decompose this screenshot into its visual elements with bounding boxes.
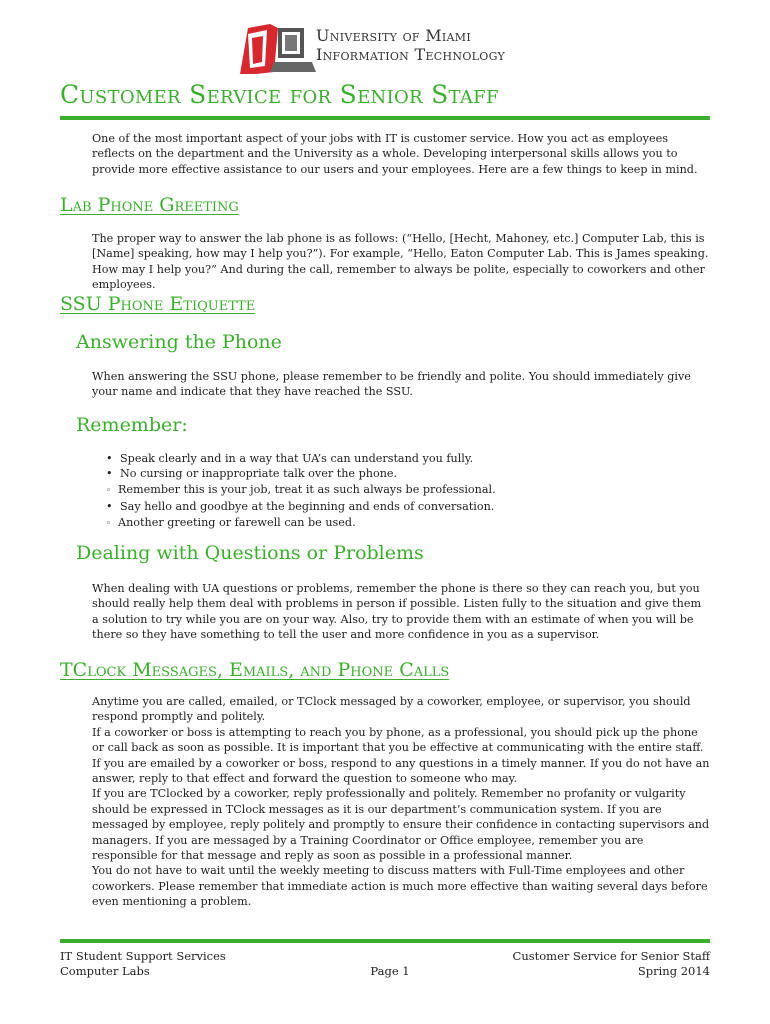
list-item: • No cursing or inappropriate talk over the phone. (106, 467, 398, 481)
answering-text: When answering the SSU phone, please remember to be friendly and polite. You should immediately give your name and indicate that they have reached the SSU. (92, 370, 691, 399)
intro-text: One of the most important aspect of your jobs with IT is customer service. How you act as employees reflects on the department and the University as a whole. Developing interpersonal skills allows you to provide more effective assistance to our users and your employees. Here are a few things to keep in mind. (92, 132, 698, 176)
questions-text: When dealing with UA questions or problems, remember the phone is there so they can reach you, but you should really help them deal with problems in person if possible. Listen fully to the situation and give them a solution to try while you are on your way. Also, try to provide them with an estimate of when you will be there so they have something to tell the user and more confidence in you as a supervisor. (92, 582, 702, 642)
tclock-p5: You do not have to wait until the weekly meeting to discuss matters with Full-Time employees and other coworkers. Please remember that immediate action is much more effective than waiting several days before even mentioning a problem. (92, 864, 708, 909)
tclock-p1: Anytime you are called, emailed, or TClock messaged by a coworker, employee, or supervisor, you should respond promptly and politely. (92, 695, 691, 724)
list-item: • Speak clearly and in a way that UA’s can understand you fully. (106, 452, 474, 465)
page-title: Customer Service for Senior Staff (60, 80, 499, 109)
lab-phone-text: The proper way to answer the lab phone is as follows: (“Hello, [Hecht, Mahoney, etc.] Computer Lab, this is [Name] speaking, how may I help you?”). For example, “Hello, Eaton Computer Lab. This is James speaking. How may I help you?” And during the call, remember to always be polite, especially to coworkers and other employees. (92, 232, 709, 292)
title-rule (60, 116, 710, 120)
university-logo (234, 22, 316, 78)
sub-list-item: ◦ Remember this is your job, treat it as such always be professional. (106, 482, 496, 499)
footer-left (60, 949, 226, 979)
bullet-icon: • (106, 500, 113, 514)
questions-heading: Dealing with Questions or Problems (76, 542, 424, 564)
ssu-heading: SSU Phone Etiquette (60, 293, 256, 315)
answering-paragraph (60, 369, 710, 400)
tclock-heading: TClock Messages, Emails, and Phone Calls (60, 659, 450, 681)
page-number: Page 1 (370, 964, 410, 978)
footer-rule (60, 939, 710, 943)
hollow-bullet-icon: ◦ (106, 518, 112, 529)
lab-phone-heading: Lab Phone Greeting (60, 194, 239, 216)
tclock-p3: If you are emailed by a coworker or boss, respond to any questions in a timely manner. If you do not have an answer, reply to that effect and forward the question to someone who may. (92, 756, 710, 786)
lab-phone-paragraph (60, 231, 710, 293)
footer-right (513, 949, 710, 979)
footer-department: IT Student Support Services (60, 949, 226, 963)
footer-unit: Computer Labs (60, 964, 150, 978)
tclock-p2: If a coworker or boss is attempting to reach you by phone, as a professional, you should pick up the phone or call back as soon as possible. It is important that you be effective at communicating with the entire staff. (92, 725, 704, 755)
intro-paragraph (60, 131, 710, 177)
sub-list-item: ◦ Another greeting or farewell can be used. (106, 515, 496, 532)
remember-heading: Remember: (76, 414, 188, 436)
org-line-2: Information Technology (316, 45, 506, 64)
tclock-paragraphs (60, 694, 710, 910)
bullet-icon: • (106, 452, 113, 465)
remember-list (106, 451, 496, 532)
footer-term: Spring 2014 (637, 964, 710, 978)
tclock-p4: If you are TClocked by a coworker, reply professionally and politely. Remember no profanity or vulgarity should be expressed in TClock messages as it is our department’s communication system. If you are messaged by employee, reply politely and promptly to ensure their confidence in contacting supervisors and managers. If you are messaged by a Training Coordinator or Office employee, remember you are responsible for that message and reply as soon as possible in a professional manner. (92, 787, 710, 863)
answering-heading: Answering the Phone (76, 331, 282, 353)
list-item: • Say hello and goodbye at the beginning and ends of conversation. (106, 500, 495, 514)
hollow-bullet-icon: ◦ (106, 485, 112, 496)
org-line-1: University of Miami (316, 26, 471, 45)
footer-doc-title: Customer Service for Senior Staff (512, 949, 710, 963)
org-name (316, 26, 505, 64)
questions-paragraph (60, 581, 710, 643)
bullet-icon: • (106, 467, 113, 481)
